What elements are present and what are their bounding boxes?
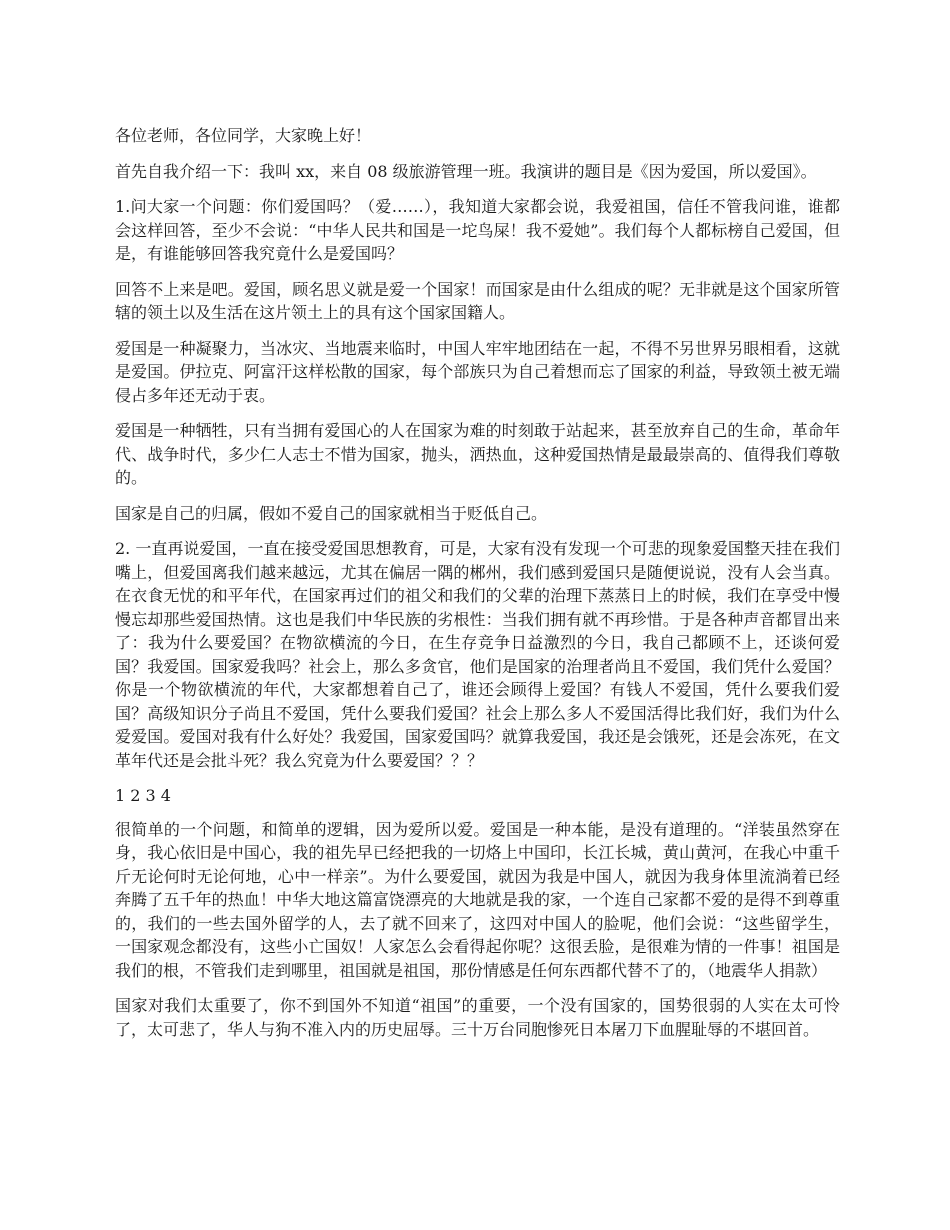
section-two-paragraph: 2. 一直再说爱国，一直在接受爱国思想教育，可是，大家有没有发现一个可悲的现象爱国整天挂在我们嘴上，但爱国离我们越来越远，尤其在偏居一隅的郴州，我们感到爱国只是随便说说，没有人会当真。在衣食无忧的和平年代，在国家再过们的祖父和我们的父辈的治理下蒸蒸日上的时候，我们在享受中慢慢忘却那些爱国热情。这也是我们中华民族的劣根性：当我们拥有就不再珍惜。于是各种声音都冒出来了：我为什么要爱国？在物欲横流的今日，在生存竞争日益激烈的今日，我自己都顾不上，还谈何爱国？我爱国。国家爱我吗？社会上，那么多贪官，他们是国家的治理者尚且不爱国，我们凭什么爱国？你是一个物欲横流的年代，大家都想着自己了，谁还会顾得上爱国？有钱人不爱国，凭什么要我们爱国？高级知识分子尚且不爱国，凭什么要我们爱国？社会上那么多人不爱国活得比我们好，我们为什么爱爱国。爱国对我有什么好处？我爱国，国家爱国吗？就算我爱国，我还是会饿死，还是会冻死，在文革年代还是会批斗死？我么究竟为什么要爱国？？？ [115, 539, 840, 770]
document-body [115, 124, 840, 1053]
numbering-line: 1 2 3 4 [115, 786, 171, 805]
cohesion-paragraph: 爱国是一种凝聚力，当冰灾、当地震来临时，中国人牢牢地团结在一起，不得不另世界另眼相看，这就是爱国。伊拉克、阿富汗这样松散的国家，每个部族只为自己着想而忘了国家的利益，导致领土被无端侵占多年还无动于衷。 [115, 338, 840, 405]
greeting-paragraph: 各位老师，各位同学，大家晚上好！ [115, 126, 372, 145]
belonging-paragraph: 国家是自己的归属，假如不爱自己的国家就相当于贬低自己。 [115, 503, 548, 523]
simple-logic-paragraph: 很简单的一个问题，和简单的逻辑，因为爱所以爱。爱国是一种本能，是没有道理的。“洋装虽然穿在身，我心依旧是中国心，我的祖先早已经把我的一切烙上中国印，长江长城，黄山黄河，在我心中重千斤无论何时无论何地，心中一样亲”。为什么要爱国，就因为我是中国人，就因为我身体里流淌着已经奔腾了五千年的热血！中华大地这篇富饶漂亮的大地就是我的家，一个连自己家都不爱的是得不到尊重的，我们的一些去国外留学的人，去了就不回来了，这四对中国人的脸呢，他们会说：“这些留学生，一国家观念都没有，这些小亡国奴！人家怎么会看得起你呢？这很丢脸，是很难为情的一件事！祖国是我们的根，不管我们走到哪里，祖国就是祖国，那份情感是任何东西都代替不了的，（地震华人捐款） [115, 819, 840, 980]
definition-paragraph: 回答不上来是吧。爱国，顾名思义就是爱一个国家！而国家是由什么组成的呢？无非就是这个国家所管辖的领土以及生活在这片领土上的具有这个国家国籍人。 [115, 279, 840, 322]
intro-paragraph: 首先自我介绍一下：我叫 xx，来自 08 级旅游管理一班。我演讲的题目是《因为爱国，所以爱国》。 [115, 161, 817, 181]
importance-paragraph: 国家对我们太重要了，你不到国外不知道“祖国”的重要，一个没有国家的，国势很弱的人实在太可怜了，太可悲了，华人与狗不准入内的历史屈辱。三十万台同胞惨死日本屠刀下血腥耻辱的不堪回首。 [115, 996, 840, 1039]
sacrifice-paragraph: 爱国是一种牺牲，只有当拥有爱国心的人在国家为难的时刻敢于站起来，甚至放弃自己的生命，革命年代、战争时代，多少仁人志士不惜为国家，抛头，洒热血，这种爱国热情是最最崇高的、值得我们尊敬的。 [115, 421, 840, 487]
question-paragraph: 1.问大家一个问题：你们爱国吗？（爱……），我知道大家都会说，我爱祖国，信任不管我问谁，谁都会这样回答，至少不会说：“中华人民共和国是一坨鸟屎！我不爱她”。我们每个人都标榜自己爱国，但是，有谁能够回答我究竟什么是爱国吗？ [115, 197, 840, 263]
